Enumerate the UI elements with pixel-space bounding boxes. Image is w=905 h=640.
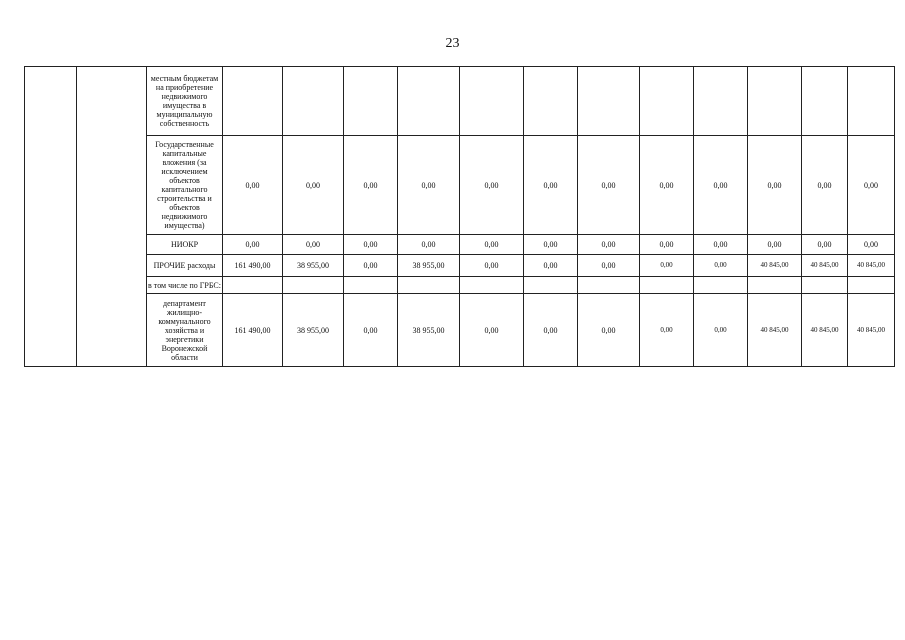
value-cell: 40 845,00 (802, 255, 848, 277)
value-cell (283, 67, 344, 136)
value-cell (344, 67, 398, 136)
table-row (25, 255, 895, 277)
row-label-cell: Государственные капитальные вложения (за исключением объектов капитального строительства и объектов недвижимого имущества) (147, 136, 223, 235)
value-cell: 161 490,00 (223, 294, 283, 367)
value-cell (848, 277, 895, 294)
value-cell: 0,00 (524, 255, 578, 277)
value-cell (578, 67, 640, 136)
value-cell: 0,00 (524, 294, 578, 367)
value-cell (460, 67, 524, 136)
value-cell: 0,00 (223, 235, 283, 255)
row-label-cell: в том числе по ГРБС: (147, 277, 223, 294)
value-cell: 0,00 (524, 136, 578, 235)
value-cell (748, 277, 802, 294)
value-cell (398, 277, 460, 294)
value-cell: 0,00 (283, 136, 344, 235)
value-cell: 0,00 (748, 235, 802, 255)
value-cell (283, 277, 344, 294)
value-cell (223, 67, 283, 136)
value-cell (398, 67, 460, 136)
value-cell: 0,00 (640, 255, 694, 277)
value-cell: 0,00 (640, 136, 694, 235)
value-cell (802, 277, 848, 294)
row-label-cell: департамент жилищно-коммунального хозяйства и энергетики Воронежской области (147, 294, 223, 367)
value-cell (223, 277, 283, 294)
value-cell: 0,00 (344, 136, 398, 235)
value-cell: 0,00 (578, 255, 640, 277)
value-cell: 0,00 (694, 294, 748, 367)
value-cell: 0,00 (848, 136, 895, 235)
value-cell (640, 277, 694, 294)
value-cell: 38 955,00 (398, 294, 460, 367)
value-cell (578, 277, 640, 294)
value-cell: 0,00 (748, 136, 802, 235)
value-cell: 40 845,00 (802, 294, 848, 367)
table-row (25, 294, 895, 367)
value-cell: 0,00 (398, 235, 460, 255)
value-cell (524, 277, 578, 294)
row-label-cell: ПРОЧИЕ расходы (147, 255, 223, 277)
value-cell: 0,00 (578, 294, 640, 367)
table-row (25, 277, 895, 294)
value-cell (640, 67, 694, 136)
value-cell (524, 67, 578, 136)
merged-column-1-cell (25, 67, 77, 367)
value-cell: 0,00 (344, 255, 398, 277)
value-cell: 0,00 (848, 235, 895, 255)
value-cell: 0,00 (460, 255, 524, 277)
table-row (25, 235, 895, 255)
value-cell (460, 277, 524, 294)
value-cell: 0,00 (344, 235, 398, 255)
value-cell: 0,00 (524, 235, 578, 255)
value-cell (344, 277, 398, 294)
value-cell: 0,00 (640, 294, 694, 367)
value-cell: 0,00 (578, 136, 640, 235)
row-label-cell: НИОКР (147, 235, 223, 255)
value-cell: 40 845,00 (748, 255, 802, 277)
value-cell (748, 67, 802, 136)
value-cell (848, 67, 895, 136)
value-cell: 0,00 (578, 235, 640, 255)
value-cell: 40 845,00 (748, 294, 802, 367)
value-cell: 0,00 (802, 235, 848, 255)
value-cell: 0,00 (344, 294, 398, 367)
value-cell: 0,00 (694, 136, 748, 235)
value-cell: 0,00 (460, 136, 524, 235)
value-cell (694, 277, 748, 294)
value-cell: 0,00 (802, 136, 848, 235)
value-cell (694, 67, 748, 136)
row-label-cell: местным бюджетам на приобретение недвижимого имущества в муниципальную собственность (147, 67, 223, 136)
value-cell: 0,00 (694, 255, 748, 277)
table-row (25, 136, 895, 235)
value-cell: 0,00 (398, 136, 460, 235)
value-cell: 0,00 (223, 136, 283, 235)
value-cell: 38 955,00 (283, 255, 344, 277)
merged-column-2-cell (77, 67, 147, 367)
value-cell: 40 845,00 (848, 294, 895, 367)
value-cell: 0,00 (283, 235, 344, 255)
table-row (25, 67, 895, 136)
value-cell: 40 845,00 (848, 255, 895, 277)
value-cell: 38 955,00 (283, 294, 344, 367)
value-cell: 0,00 (460, 294, 524, 367)
value-cell: 0,00 (694, 235, 748, 255)
value-cell: 38 955,00 (398, 255, 460, 277)
value-cell (802, 67, 848, 136)
value-cell: 0,00 (640, 235, 694, 255)
page-number: 23 (445, 36, 460, 51)
value-cell: 0,00 (460, 235, 524, 255)
budget-table (24, 66, 895, 367)
value-cell: 161 490,00 (223, 255, 283, 277)
